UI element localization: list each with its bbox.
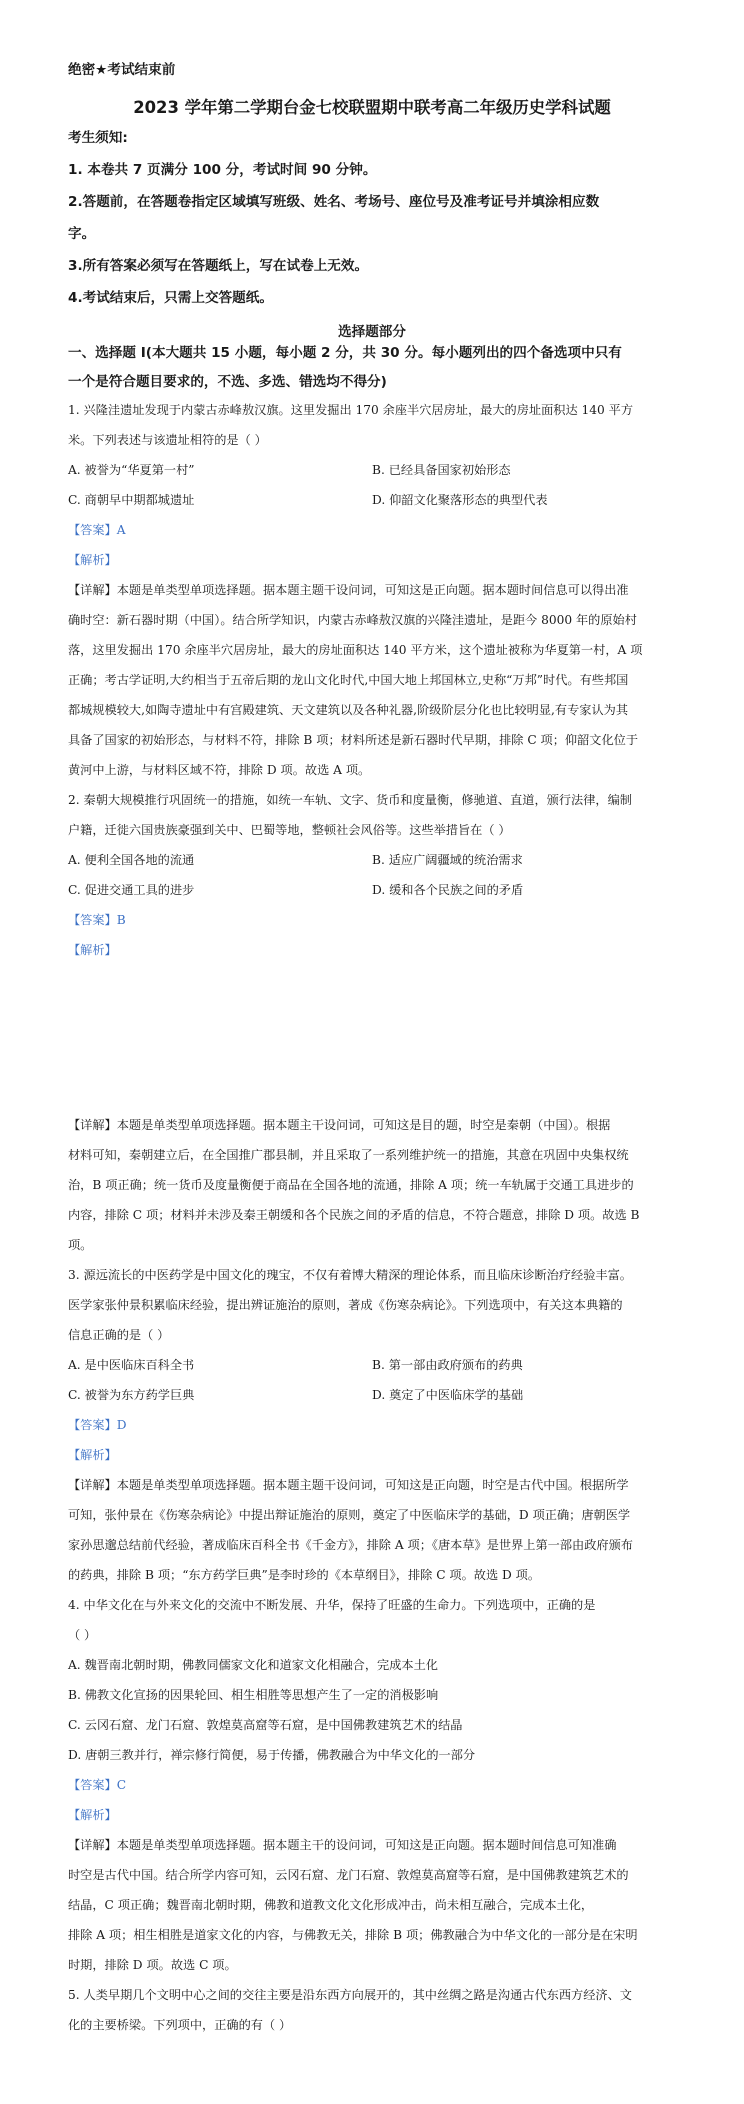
question-2-detail: 治，B 项正确；统一货币及度量衡便于商品在全国各地的流通，排除 A 项；统一车轨属于交通工具进步的 [68,1178,634,1192]
notice-item: 2.答题前，在答题卷指定区域填写班级、姓名、考场号、座位号及准考证号并填涂相应数 [68,194,600,210]
question-4-option-a: A. 魏晋南北朝时期，佛教同儒家文化和道家文化相融合，完成本土化 [68,1658,438,1672]
question-2-answer: 【答案】B [68,913,126,927]
section-intro: 一、选择题 Ⅰ(本大题共 15 小题，每小题 2 分，共 30 分。每小题列出的四个备选项中只有 [68,345,622,361]
question-2-option-d: D. 缓和各个民族之间的矛盾 [372,883,524,897]
notice-heading: 考生须知: [68,130,128,146]
question-2-analysis-label: 【解析】 [68,943,117,957]
question-3-detail: 的药典，排除 B 项；“东方药学巨典”是李时珍的《本草纲目》，排除 C 项。故选 D 项。 [68,1568,541,1582]
question-4-option-b: B. 佛教文化宣扬的因果轮回、相生相胜等思想产生了一定的消极影响 [68,1688,439,1702]
question-1-detail: 都城规模较大,如陶寺遗址中有宫殿建筑、天文建筑以及各种礼器,阶级阶层分化也比较明显,有专家认为其 [68,703,629,717]
notice-item: 3.所有答案必须写在答题纸上，写在试卷上无效。 [68,258,369,274]
question-3-analysis-label: 【解析】 [68,1448,117,1462]
notice-item: 4.考试结束后，只需上交答题纸。 [68,290,273,306]
question-2-stem: 户籍，迁徙六国贵族豪强到关中、巴蜀等地，整顿社会风俗等。这些举措旨在（ ） [68,823,511,837]
question-5-stem: 5. 人类早期几个文明中心之间的交往主要是沿东西方向展开的，其中丝绸之路是沟通古代东西方经济、文 [68,1988,632,2002]
question-3-option-b: B. 第一部由政府颁布的药典 [372,1358,523,1372]
question-5-stem: 化的主要桥梁。下列项中，正确的有（ ） [68,2018,292,2032]
secret-label: 绝密★考试结束前 [68,62,176,78]
question-1-option-c: C. 商朝早中期都城遗址 [68,493,195,507]
question-2-option-a: A. 便利全国各地的流通 [68,853,195,867]
question-1-option-d: D. 仰韶文化聚落形态的典型代表 [372,493,548,507]
exam-title: 2023 学年第二学期台金七校联盟期中联考高二年级历史学科试题 [133,98,611,117]
question-3-detail: 可知，张仲景在《伤寒杂病论》中提出辩证施治的原则，奠定了中医临床学的基础，D 项正确；唐朝医学 [68,1508,631,1522]
question-1-detail: 落，这里发掘出 170 余座半穴居房址，最大的房址面积达 140 平方米，这个遗址被称为华夏第一村，A 项 [68,643,643,657]
question-1-detail: 正确；考古学证明,大约相当于五帝后期的龙山文化时代,中国大地上邦国林立,史称“万邦”时代。有些邦国 [68,673,629,687]
question-1-detail: 确时空：新石器时期（中国）。结合所学知识，内蒙古赤峰敖汉旗的兴隆洼遗址，是距今 8000 年的原始村 [68,613,637,627]
question-3-option-a: A. 是中医临床百科全书 [68,1358,195,1372]
question-1-detail: 黄河中上游，与材料区域不符，排除 D 项。故选 A 项。 [68,763,371,777]
question-4-option-d: D. 唐朝三教并行，禅宗修行简便，易于传播，佛教融合为中华文化的一部分 [68,1748,476,1762]
question-4-analysis-label: 【解析】 [68,1808,117,1822]
section-intro: 一个是符合题目要求的，不选、多选、错选均不得分) [68,374,387,390]
question-4-detail: 时空是古代中国。结合所学内容可知，云冈石窟、龙门石窟、敦煌莫高窟等石窟，是中国佛教建筑艺术的 [68,1868,629,1882]
question-1-detail: 具备了国家的初始形态，与材料不符，排除 B 项；材料所述是新石器时代早期，排除 C 项；仰韶文化位于 [68,733,639,747]
question-1-analysis-label: 【解析】 [68,553,117,567]
question-4-stem: 4. 中华文化在与外来文化的交流中不断发展、升华，保持了旺盛的生命力。下列选项中，正确的是 [68,1598,596,1612]
question-1-answer: 【答案】A [68,523,126,537]
question-4-stem: （ ） [68,1628,97,1642]
question-4-answer: 【答案】C [68,1778,127,1792]
question-3-detail: 家孙思邈总结前代经验，著成临床百科全书《千金方》，排除 A 项；《唐本草》是世界上第一部由政府颁布 [68,1538,633,1552]
question-1-option-b: B. 已经具备国家初始形态 [372,463,511,477]
question-3-stem: 信息正确的是（ ） [68,1328,170,1342]
question-2-detail: 项。 [68,1238,93,1252]
question-4-option-c: C. 云冈石窟、龙门石窟、敦煌莫高窟等石窟，是中国佛教建筑艺术的结晶 [68,1718,463,1732]
question-4-detail: 【详解】本题是单类型单项选择题。据本题主干的设问词，可知这是正向题。据本题时间信息可知准确 [68,1838,617,1852]
question-3-option-d: D. 奠定了中医临床学的基础 [372,1388,524,1402]
question-2-stem: 2. 秦朝大规模推行巩固统一的措施，如统一车轨、文字、货币和度量衡，修驰道、直道，颁行法律，编制 [68,793,632,807]
question-3-option-c: C. 被誉为东方药学巨典 [68,1388,195,1402]
question-2-detail: 【详解】本题是单类型单项选择题。据本题主干设问词，可知这是目的题，时空是秦朝（中国）。根据 [68,1118,611,1132]
question-3-stem: 3. 源远流长的中医药学是中国文化的瑰宝，不仅有着博大精深的理论体系，而且临床诊断治疗经验丰富。 [68,1268,632,1282]
question-3-answer: 【答案】D [68,1418,127,1432]
question-2-option-b: B. 适应广阔疆域的统治需求 [372,853,523,867]
question-4-detail: 结晶，C 项正确；魏晋南北朝时期，佛教和道教文化文化形成冲击，尚未相互融合，完成本土化， [68,1898,594,1912]
question-2-option-c: C. 促进交通工具的进步 [68,883,195,897]
question-2-detail: 内容，排除 C 项；材料并未涉及秦王朝缓和各个民族之间的矛盾的信息，不符合题意，排除 D 项。故选 B [68,1208,640,1222]
question-1-stem: 米。下列表述与该遗址相符的是（ ） [68,433,267,447]
question-2-detail: 材料可知，秦朝建立后，在全国推广郡县制，并且采取了一系列维护统一的措施，其意在巩固中央集权统 [68,1148,629,1162]
question-1-detail: 【详解】本题是单类型单项选择题。据本题主题干设问词，可知这是正向题。据本题时间信息可以得出准 [68,583,629,597]
section-title: 选择题部分 [338,324,406,340]
question-4-detail: 时期，排除 D 项。故选 C 项。 [68,1958,237,1972]
question-1-stem: 1. 兴隆洼遗址发现于内蒙古赤峰敖汉旗。这里发掘出 170 余座半穴居房址，最大的房址面积达 140 平方 [68,403,634,417]
question-3-detail: 【详解】本题是单类型单项选择题。据本题主题干设问词，可知这是正向题，时空是古代中国。根据所学 [68,1478,629,1492]
question-1-option-a: A. 被誉为“华夏第一村” [68,463,195,477]
notice-item: 1. 本卷共 7 页满分 100 分，考试时间 90 分钟。 [68,162,377,178]
question-3-stem: 医学家张仲景积累临床经验，提出辨证施治的原则，著成《伤寒杂病论》。下列选项中，有关这本典籍的 [68,1298,623,1312]
notice-item: 字。 [68,226,96,242]
question-4-detail: 排除 A 项；相生相胜是道家文化的内容，与佛教无关，排除 B 项；佛教融合为中华文化的一部分是在宋明 [68,1928,638,1942]
